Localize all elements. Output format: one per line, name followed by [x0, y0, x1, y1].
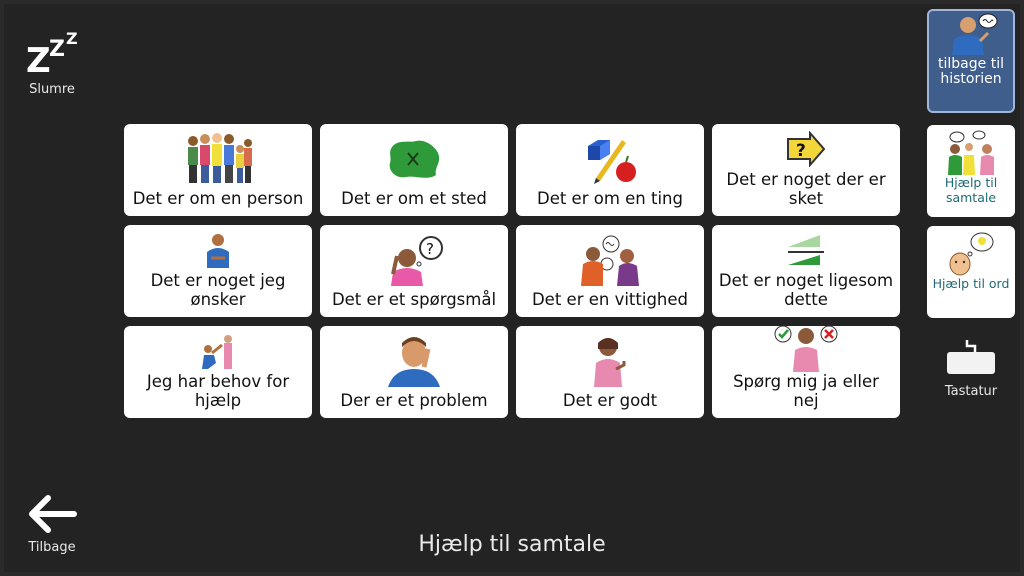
tile-label: Der er et problem [340, 391, 488, 410]
yes-no-icon [773, 320, 839, 372]
tile-similar[interactable] [712, 225, 900, 317]
svg-text:?: ? [426, 239, 434, 258]
tile-thing[interactable] [516, 124, 704, 216]
tile-label: Det er noget jeg ønsker [150, 271, 286, 309]
tile-happened[interactable] [712, 124, 900, 216]
zzz-icon [22, 28, 82, 76]
back-to-story-label: tilbage til historien [938, 56, 1004, 87]
help-conversation-label: Hjælp til samtale [944, 175, 998, 205]
similar-shapes-icon [784, 233, 828, 267]
phrase-grid [124, 124, 900, 418]
snooze-button[interactable] [16, 28, 88, 97]
tile-label: Det er om en ting [536, 189, 683, 208]
tile-label: Det er om en person [132, 189, 304, 208]
map-place-icon [384, 137, 444, 181]
back-to-story-button[interactable] [927, 9, 1015, 113]
tile-label: Det er et spørgsmål [331, 290, 497, 309]
keyboard-label: Tastatur [944, 384, 998, 399]
tile-label: Det er om et sted [341, 189, 487, 208]
tile-person[interactable] [124, 124, 312, 216]
woman-thumbs-up-icon [590, 335, 630, 387]
person-wanting-icon [203, 232, 233, 268]
tile-label: Spørg mig ja eller nej [733, 372, 879, 410]
objects-icon [582, 134, 638, 184]
keyboard-icon [945, 336, 997, 376]
help-words-button[interactable] [927, 226, 1015, 318]
tile-label: Jeg har behov for hjælp [146, 372, 290, 410]
help-words-label: Hjælp til ord [932, 276, 1010, 291]
tile-place[interactable] [320, 124, 508, 216]
idea-lightbulb-icon [946, 230, 996, 276]
tile-label: Det er en vittighed [531, 290, 689, 309]
tile-question[interactable] [320, 225, 508, 317]
tile-problem[interactable] [320, 326, 508, 418]
man-worried-icon [384, 335, 444, 387]
help-conversation-button[interactable] [927, 125, 1015, 217]
tile-yes-no[interactable] [712, 326, 900, 418]
keyboard-button[interactable] [927, 336, 1015, 412]
asking-for-help-icon [198, 333, 238, 369]
svg-text:?: ? [796, 141, 806, 161]
svg-text:Z: Z [49, 37, 65, 62]
tile-wish[interactable] [124, 225, 312, 317]
group-of-people-icon [183, 131, 253, 187]
tile-label: Det er godt [562, 391, 658, 410]
tile-label: Det er noget der er sket [726, 170, 886, 208]
storyteller-icon [944, 11, 998, 55]
svg-text:Z: Z [26, 41, 51, 76]
people-talking-icon [945, 129, 997, 175]
svg-text:Z: Z [66, 29, 78, 48]
tile-joke[interactable] [516, 225, 704, 317]
tile-need-help[interactable] [124, 326, 312, 418]
page-title: Hjælp til samtale [418, 532, 606, 557]
snooze-label: Slumre [29, 82, 75, 97]
people-joking-icon [577, 234, 643, 286]
arrow-left-icon [26, 494, 78, 534]
tile-good[interactable] [516, 326, 704, 418]
back-label: Tilbage [28, 540, 76, 555]
person-thinking-question-icon [381, 234, 447, 286]
question-arrow-icon [784, 131, 828, 167]
tile-label: Det er noget ligesom dette [718, 271, 894, 309]
